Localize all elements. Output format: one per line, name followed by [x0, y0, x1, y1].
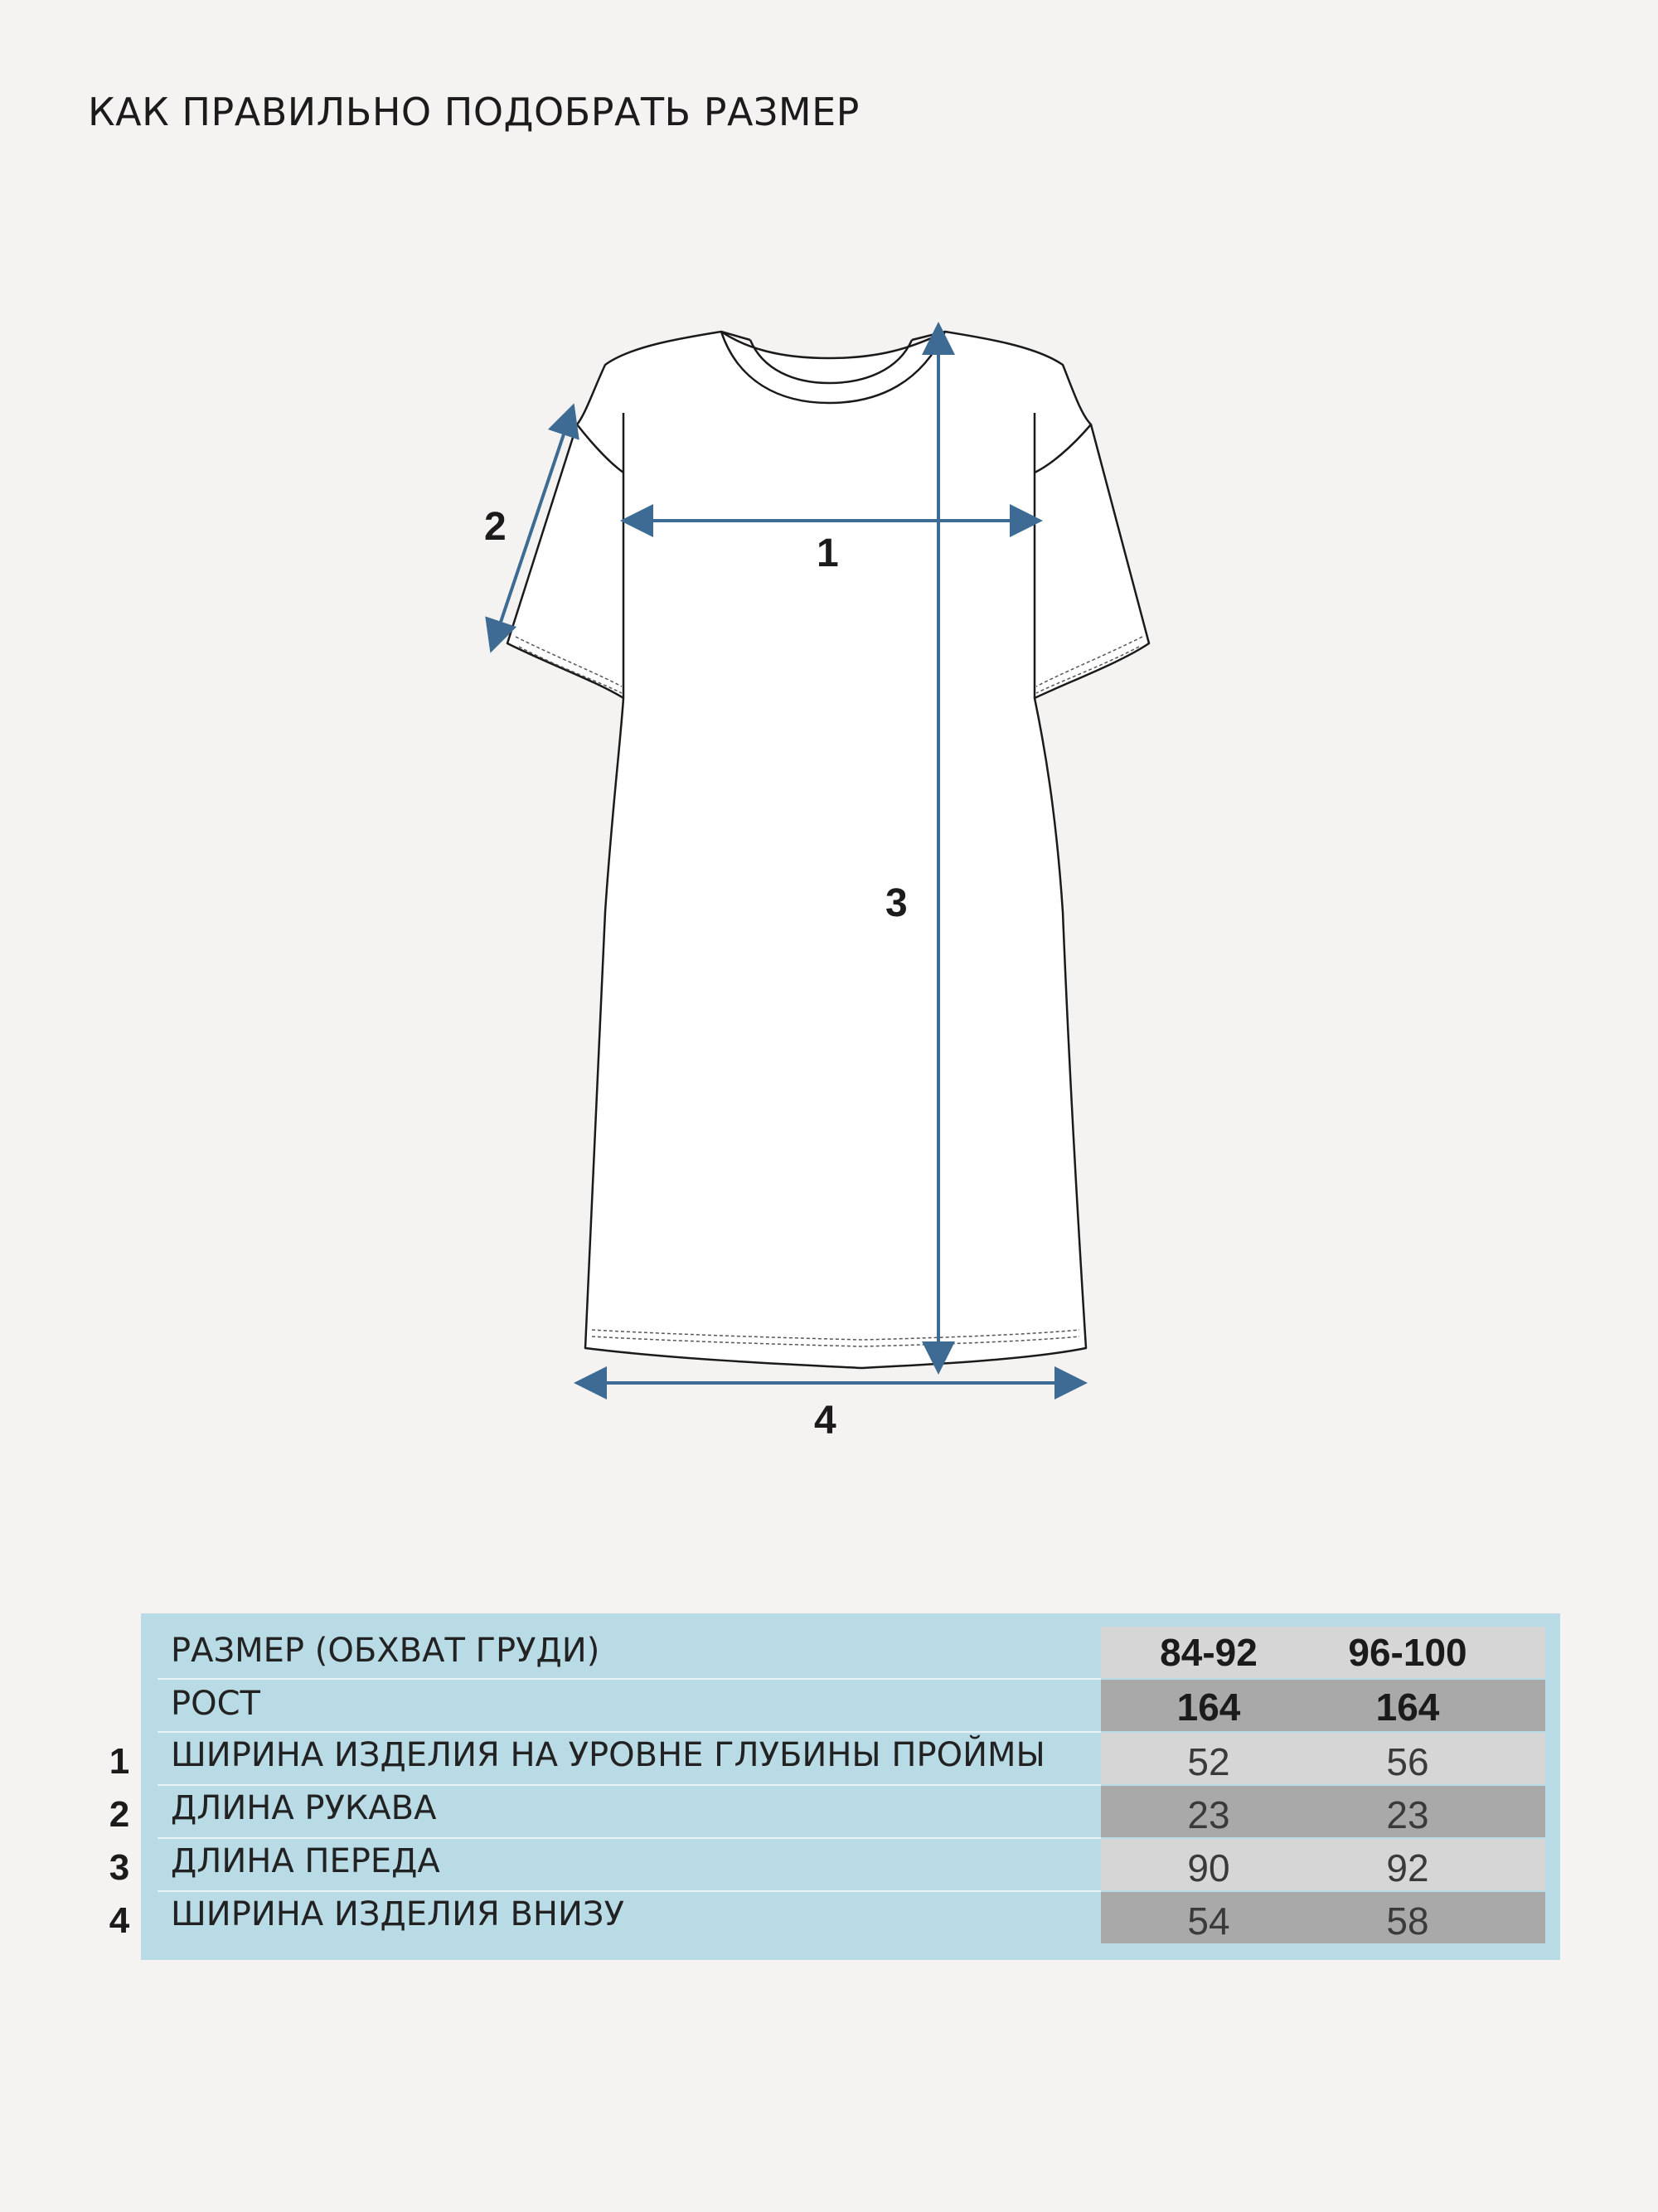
row-label: ШИРИНА ИЗДЕЛИЯ НА УРОВНЕ ГЛУБИНЫ ПРОЙМЫ	[171, 1736, 1045, 1774]
row-divider	[158, 1784, 1101, 1786]
measure-label-4: 4	[814, 1399, 836, 1443]
row-number: 1	[109, 1741, 130, 1782]
measure-label-3: 3	[885, 881, 908, 925]
row-label: ДЛИНА РУКАВА	[171, 1789, 437, 1827]
row-value: 56	[1386, 1740, 1429, 1783]
row-value: 23	[1187, 1793, 1230, 1836]
page-title: КАК ПРАВИЛЬНО ПОДОБРАТЬ РАЗМЕР	[88, 90, 860, 134]
row-divider	[158, 1837, 1101, 1839]
row-value: 52	[1187, 1740, 1230, 1783]
row-value: 58	[1386, 1899, 1429, 1943]
measure-label-1: 1	[817, 531, 839, 575]
measure-label-2: 2	[484, 505, 507, 549]
height-label: РОСТ	[171, 1685, 260, 1723]
height-value-2: 164	[1375, 1686, 1440, 1729]
row-number: 3	[109, 1847, 130, 1888]
header-size-2: 96-100	[1348, 1631, 1467, 1674]
dress-outline	[507, 332, 1149, 1368]
row-divider	[158, 1890, 1101, 1892]
row-divider	[158, 1678, 1101, 1680]
row-number: 2	[109, 1794, 130, 1835]
row-value: 92	[1386, 1846, 1429, 1889]
header-size-1: 84-92	[1160, 1631, 1258, 1674]
row-value: 54	[1187, 1899, 1230, 1943]
row-label: ДЛИНА ПЕРЕДА	[171, 1842, 440, 1880]
height-value-1: 164	[1176, 1686, 1241, 1729]
row-value: 90	[1187, 1846, 1230, 1889]
header-label: РАЗМЕР (ОБХВАТ ГРУДИ)	[171, 1632, 600, 1670]
row-value: 23	[1386, 1793, 1429, 1836]
row-label: ШИРИНА ИЗДЕЛИЯ ВНИЗУ	[171, 1895, 624, 1933]
row-divider	[158, 1731, 1101, 1733]
row-number: 4	[109, 1900, 130, 1941]
